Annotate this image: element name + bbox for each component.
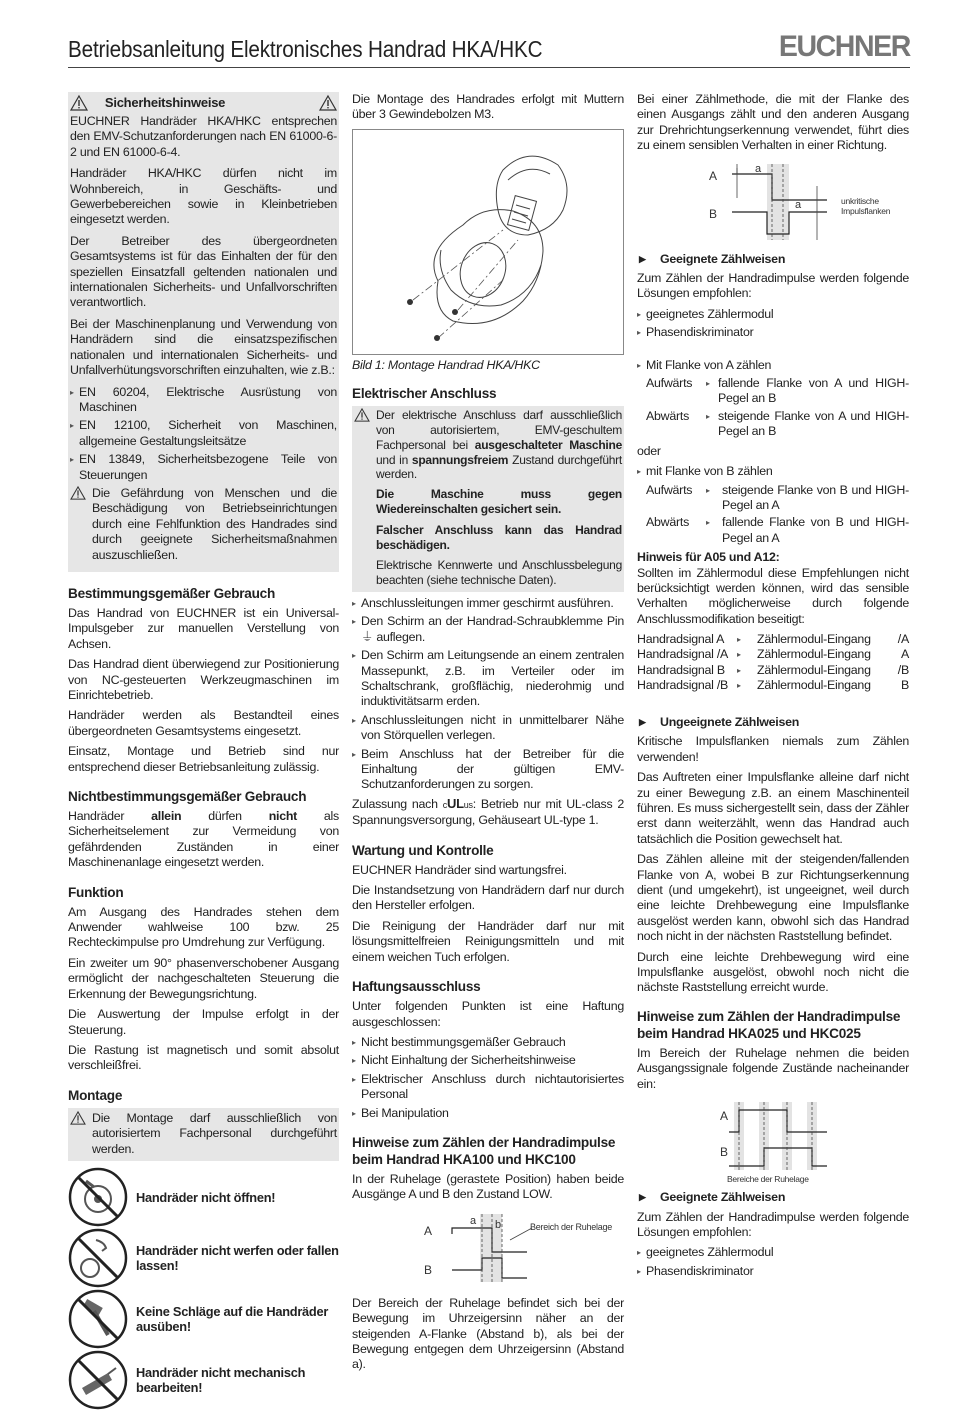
triangle-bullet-icon: ▸ <box>637 467 641 477</box>
elec-warning-box <box>352 406 624 592</box>
no-throw-icon <box>68 1228 128 1288</box>
list-item: ▸ Den Schirm am Leitungsende an einem zentralen Massepunkt, z.B. im Verteiler oder im Schaltschrank, großflächig, niederohmig und induktivitätsarm erden. <box>352 648 624 709</box>
edge-a-row-up: Aufwärts ▸ fallende Flanke von A und HIGH-Pegel an B <box>646 376 909 406</box>
triangle-bullet-icon: ▸ <box>70 387 74 397</box>
maint-p2: Die Instandsetzung von Handrädern darf nur durch den Hersteller erfolgen. <box>352 883 624 913</box>
prohibition-machine: Handräder nicht mechanisch bearbeiten! <box>68 1350 339 1411</box>
ul-mark-icon: cULus <box>442 795 473 811</box>
mount-text: Die Montage des Handrades erfolgt mit Muttern über 3 Gewindebolzen M3. <box>352 92 624 122</box>
safety-warning: Die Gefährdung von Menschen und die Beschädigung von Betriebseinrichtungen durch eine Fehlfunktion des Handrades sind durch geeignete Sicherheitsmaßnahmen auszuschließen. <box>70 486 337 563</box>
section-heading-count25: Hinweise zum Zählen der Handradimpulse beim Handrad HKA025 und HKC025 <box>637 1008 901 1041</box>
triangle-bullet-icon: ▶ <box>639 1192 646 1203</box>
svg-text:unkritische: unkritische <box>841 195 879 206</box>
no-open-icon <box>68 1167 128 1227</box>
list-item: ▸ geeignetes Zählermodul <box>637 306 774 321</box>
list-item: ▸ Mit Flanke von A zählen <box>637 357 772 372</box>
triangle-bullet-icon: ▸ <box>352 651 356 661</box>
safety-heading <box>70 95 337 111</box>
section-heading-maint: Wartung und Kontrolle <box>352 842 494 858</box>
function-p2: Ein zweiter um 90° phasenverschobener Ausgang ermöglicht der nachgeschalteten Steuerung die Erkennung der Bewegungsrichtung. <box>68 955 339 1001</box>
prohibition-open: Handräder nicht öffnen! <box>68 1167 339 1228</box>
list-item: ▸ geeignetes Zählermodul <box>637 1245 774 1260</box>
misuse-text: Handräder allein dürfen nicht als Sicherheitselement zur Vermeidung von gefährdenden Zuständen in einer Maschinenanlage eingesetzt werden. <box>68 809 339 870</box>
use-p2: Das Handrad dient überwiegend zur Positionierung von NC-gesteuerten Werkzeugmaschinen im Einrichtebetrieb. <box>68 657 339 702</box>
prohibition-throw: Handräder nicht werfen oder fallen lassen! <box>68 1228 339 1289</box>
ul-approval: Zulassung nach cULus: Betrieb nur mit UL-class 2 Spannungsversorgung, Gehäuseart UL-type 1. <box>352 795 624 828</box>
hint-title: Hinweis für A05 und A12: <box>637 550 780 565</box>
oder-text: oder <box>637 443 661 458</box>
function-p3: Die Auswertung der Impulse erfolgt in der Steuerung. <box>68 1007 339 1037</box>
list-item: ▸ Phasendiskriminator <box>637 325 754 340</box>
maint-p3: Die Reinigung der Handräder darf nur mit lösungsmittelfreien Reinigungsmitteln und mit einem weichen Tuch erfolgen. <box>352 918 624 964</box>
triangle-bullet-icon: ▶ <box>639 253 646 264</box>
triangle-bullet-icon: ▸ <box>352 598 356 608</box>
function-p1: Am Ausgang des Handrades stehen dem Anwender wahlweise 100 bzw. 25 Rechteckimpulse pro Umdrehung zur Verfügung. <box>68 904 339 950</box>
svg-text:Impulsflanken: Impulsflanken <box>841 205 891 216</box>
page-title: Betriebsanleitung Elektronisches Handrad HKA/HKC <box>68 36 543 62</box>
use-p1: Das Handrad von EUCHNER ist ein Universal-Impulsgeber zur manuellen Verstellung von Achsen. <box>68 605 339 651</box>
section-heading-elec: Elektrischer Anschluss <box>352 386 497 402</box>
svg-text:B: B <box>709 206 717 221</box>
svg-text:B: B <box>720 1145 728 1160</box>
section-heading-function: Funktion <box>68 884 124 900</box>
count100-p1: In der Ruhelage (gerastete Position) haben beide Ausgänge A und B den Zustand LOW. <box>352 1171 624 1202</box>
svg-text:a: a <box>795 198 801 211</box>
list-item: ▸ Nicht Einhaltung der Sicherheitshinweise <box>352 1053 576 1068</box>
mount-warning: Die Montage darf ausschließlich von autorisiertem Fachpersonal durchgeführt werden. <box>70 1111 337 1157</box>
hint-p: Sollten im Zählermodul diese Empfehlungen nicht berücksichtigt werden können, wird das sensible Verhalten möglicherweise durch folgende Anschlussmodifikation beseitigt: <box>637 565 909 626</box>
section-heading-mount: Montage <box>68 1087 123 1103</box>
subheading-unsuitable: ▶ Ungeeignete Zählweisen <box>639 714 800 729</box>
list-item: ▸ Beim Anschluss hat der Betreiber für die Einhaltung der gültigen EMV-Schutzanforderungen zu sorgen. <box>352 746 624 792</box>
figure-caption: Bild 1: Montage Handrad HKA/HKC <box>352 357 540 372</box>
elec-warning-3: Falscher Anschluss kann das Handrad beschädigen. <box>376 522 622 552</box>
mount-warning-box <box>68 1108 339 1161</box>
section-heading-count100: Hinweise zum Zählen der Handradimpulse beim Handrad HKA100 und HKC100 <box>352 1134 616 1167</box>
no-hammer-icon <box>68 1289 128 1349</box>
svg-text:A: A <box>709 168 717 183</box>
signal-diagram-25 <box>637 1098 909 1184</box>
section-heading-use: Bestimmungsgemäßer Gebrauch <box>68 585 276 601</box>
column-3 <box>637 92 909 1282</box>
use-p4: Einsatz, Montage und Betrieb sind nur entsprechend dieser Betriebsanleitung zulässig. <box>68 744 339 774</box>
section-heading-misuse: Nichtbestimmungsgemäßer Gebrauch <box>68 789 307 805</box>
triangle-bullet-icon: ▸ <box>352 1037 356 1047</box>
svg-text:a: a <box>755 162 761 175</box>
suit2-p: Zum Zählen der Handradimpulse werden folgende Lösungen empfohlen: <box>637 1209 909 1239</box>
triangle-bullet-icon: ▸ <box>637 360 641 370</box>
triangle-bullet-icon: ▸ <box>637 1248 641 1258</box>
page-header <box>68 30 910 68</box>
count25-p: Im Bereich der Ruhelage nehmen die beiden Ausgangssignale folgende Zustände nacheinander ein: <box>637 1045 909 1091</box>
count100-p2: Der Bereich der Ruhelage befindet sich bei der Bewegung im Uhrzeigersinn näher an der steigenden A-Flanke (Abstand b), als bei der Bewegung entgegen dem Uhrzeigersinn (Abstand a). <box>352 1295 624 1372</box>
list-item: ▸ Nicht bestimmungsgemäßer Gebrauch <box>352 1034 566 1049</box>
triangle-bullet-icon: ▸ <box>352 1108 356 1118</box>
subheading-suitable-2: ▶ Geeignete Zählweisen <box>639 1190 786 1205</box>
svg-text:A: A <box>720 1109 728 1124</box>
warning-triangle-icon <box>319 95 337 111</box>
list-item: ▸ Elektrischer Anschluss durch nichtautorisiertes Personal <box>352 1071 624 1102</box>
list-item: ▸ mit Flanke von B zählen <box>637 464 773 479</box>
svg-text:Bereich der Ruhelage: Bereich der Ruhelage <box>530 1221 613 1232</box>
triangle-bullet-icon: ▸ <box>352 749 356 759</box>
list-item: ▸ Phasendiskriminator <box>637 1263 754 1278</box>
elec-warning: Der elektrische Anschluss darf ausschließlich von autorisiertem, EMV-geschultem Fachpersonal bei ausgeschalteter Maschine und in spannungsfreiem Zustand durchgeführt werden. <box>354 408 622 482</box>
svg-text:Bereiche der Ruhelage: Bereiche der Ruhelage <box>727 1174 809 1185</box>
list-item: ▸ Anschlussleitungen nicht in unmittelbarer Nähe von Störquellen verlegen. <box>352 712 624 743</box>
list-item: ▸ EN 12100, Sicherheit von Maschinen, allgemeine Gestaltungsleitsätze <box>70 418 337 448</box>
triangle-bullet-icon: ▸ <box>637 328 641 338</box>
triangle-bullet-icon: ▸ <box>70 421 74 431</box>
unsuit-p1: Kritische Impulsflanken niemals zum Zählen verwenden! <box>637 734 909 764</box>
triangle-bullet-icon: ▸ <box>352 617 356 627</box>
unsuit-p2: Das Auftreten einer Impulsflanke alleine darf nicht zu einer Bewegung z.B. an einem Maschinenteil führen. Es muss sichergestellt sein, dass der Zähler erst dann weiterzählt, wenn das Handrad auch tatsächlich die Position gewechselt hat. <box>637 770 909 846</box>
signal-diagram-critical <box>637 162 909 242</box>
list-item: ▸ Bei Manipulation <box>352 1105 449 1120</box>
safety-p4: Bei der Maschinenplanung und Verwendung von Handrädern sind die einsatzspezifischen nationalen und internationalen Sicherheits- und Unfallverhütungsvorschriften einzuhalten, wie z.B.: <box>70 316 337 378</box>
list-item: ▸ Den Schirm an der Handrad-Schraubklemme Pin ⏚ auflegen. <box>352 614 624 644</box>
unsuit-p3: Das Zählen alleine mit der steigenden/fallenden Flanke von A, wobei B zur Richtungserkennung dient (und umgekehrt), ist ungeeignet, weil durch eine leichte Drehbewegung eine Impulsflanke ausgelöst werden kann, obwohl sich das Handrad noch nicht in der nächsten Raststellung befindet. <box>637 852 909 944</box>
mounting-figure <box>352 129 624 355</box>
svg-text:b: b <box>495 1218 501 1231</box>
safety-p1: EUCHNER Handräder HKA/HKC entsprechen den EMV-Schutzanforderungen nach EN 61000-6-2 und EN 61000-6-4. <box>70 114 337 159</box>
safety-p2: Handräder HKA/HKC dürfen nicht im Wohnbereich, in Geschäfts- und Gewerbebereichen sowie in Kleinbetrieben eingesetzt werden. <box>70 166 337 227</box>
edge-b-row-down: Abwärts ▸ fallende Flanke von B und HIGH-Pegel an A <box>646 515 909 545</box>
section-heading-liab: Haftungsausschluss <box>352 979 481 995</box>
triangle-bullet-icon: ▸ <box>637 1266 641 1276</box>
warning-triangle-icon <box>354 408 370 422</box>
safety-title: Sicherheitshinweise <box>104 95 226 111</box>
brand-logo: EUCHNER <box>779 30 910 63</box>
safety-p3: Der Betreiber des übergeordneten Gesamtsystems ist für das Einhalten der für den speziellen Einsatzfall geltenden nationalen und internationalen Sicherheits- und Unfallvorschriften verantwortlich. <box>70 233 337 310</box>
column-2 <box>352 92 624 1378</box>
use-p3: Handräder werden als Bestandteil eines übergeordneten Gesamtsystems eingesetzt. <box>68 708 339 738</box>
list-item: ▸ Anschlussleitungen immer geschirmt ausführen. <box>352 595 614 610</box>
svg-text:a: a <box>470 1214 476 1227</box>
suit-p: Zum Zählen der Handradimpulse werden folgende Lösungen empfohlen: <box>637 271 909 301</box>
signal-diagram-100 <box>352 1208 624 1288</box>
column-1 <box>68 92 339 1411</box>
triangle-bullet-icon: ▸ <box>352 715 356 725</box>
triangle-bullet-icon: ▸ <box>352 1056 356 1066</box>
svg-text:A: A <box>424 1223 432 1238</box>
triangle-bullet-icon: ▶ <box>639 716 646 727</box>
safety-box <box>68 92 339 572</box>
unsuit-p4: Durch eine leichte Drehbewegung wird eine Impulsflanke ausgelöst, obwohl noch nicht die nächste Raststellung erreicht wurde. <box>637 949 909 995</box>
warning-triangle-icon <box>70 486 86 500</box>
elec-warning-2: Die Maschine muss gegen Wiedereinschalten gesichert sein. <box>376 487 622 516</box>
triangle-bullet-icon: ▸ <box>352 1074 356 1084</box>
triangle-bullet-icon: ▸ <box>70 455 74 465</box>
list-item: ▸ EN 13849, Sicherheitsbezogene Teile von Steuerungen <box>70 452 337 482</box>
maint-p1: EUCHNER Handräder sind wartungsfrei. <box>352 862 567 877</box>
no-drill-icon <box>68 1350 128 1410</box>
edge-a-row-down: Abwärts ▸ steigende Flanke von A und HIGH-Pegel an B <box>646 408 909 439</box>
warning-triangle-icon <box>70 95 88 111</box>
svg-text:B: B <box>424 1262 432 1277</box>
elec-warning-4: Elektrische Kennwerte und Anschlussbelegung beachten (siehe technische Daten). <box>376 558 622 588</box>
col3-intro: Bei einer Zählmethode, die mit der Flanke des einen Ausgangs zählt und den anderen Ausgang zur Drehrichtungserkennung verwendet, führt dies zu einem sensiblen Verhalten in einer Richtung. <box>637 92 909 153</box>
handwheel-exploded-drawing <box>353 130 623 354</box>
prohibition-hit: Keine Schläge auf die Handräder ausüben! <box>68 1289 339 1350</box>
subheading-suitable: ▶ Geeignete Zählweisen <box>639 251 786 266</box>
signal-mapping-table: Handradsignal A ▸ Zählermodul-Eingang /A Handradsignal /A ▸ Zählermodul-Eingang A Handradsignal B ▸ Zählermodul-Eingang /B Handradsignal /B ▸ Zählermodul-Eingang B <box>637 632 909 692</box>
list-item: ▸ EN 60204, Elektrische Ausrüstung von Maschinen <box>70 384 337 414</box>
warning-triangle-icon <box>70 1111 86 1125</box>
liab-p1: Unter folgenden Punkten ist eine Haftung ausgeschlossen: <box>352 999 624 1029</box>
function-p4: Die Rastung ist magnetisch und somit absolut verschleißfrei. <box>68 1042 339 1073</box>
edge-b-row-up: Aufwärts ▸ steigende Flanke von B und HIGH-Pegel an A <box>646 482 909 512</box>
triangle-bullet-icon: ▸ <box>637 309 641 319</box>
